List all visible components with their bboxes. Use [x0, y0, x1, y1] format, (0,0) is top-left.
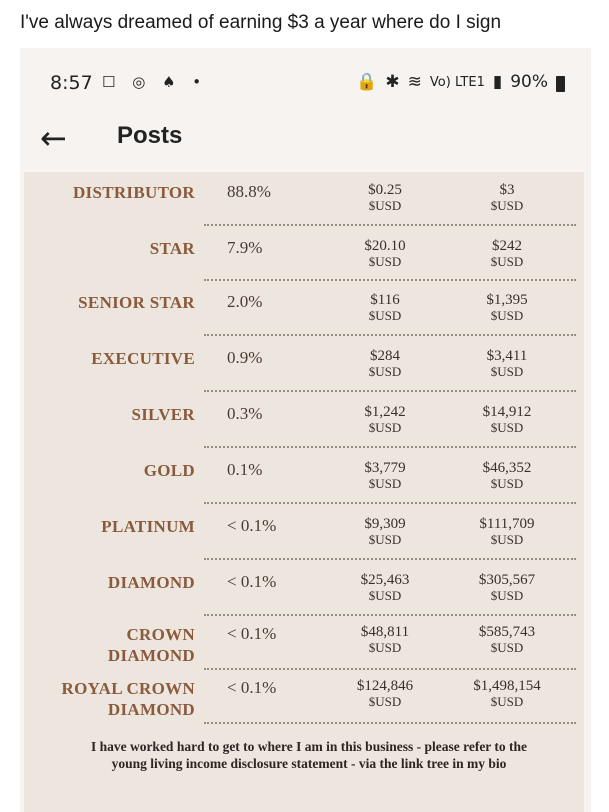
monthly-income-cell — [330, 678, 440, 710]
post-caption: I've always dreamed of earning $3 a year where do I sign — [20, 12, 502, 33]
row-divider — [204, 722, 576, 724]
annual-income-unit: $USD — [490, 640, 524, 655]
table-row — [24, 572, 584, 628]
monthly-income-unit: $USD — [368, 640, 402, 655]
monthly-income-cell — [330, 182, 440, 214]
annual-income-unit: $USD — [490, 532, 524, 547]
rank-percentage: < 0.1% — [227, 572, 277, 591]
monthly-income-unit: $USD — [368, 420, 402, 435]
rank-percentage: < 0.1% — [227, 678, 277, 697]
monthly-income-unit: $USD — [368, 198, 402, 213]
monthly-income-value: $20.10 — [364, 238, 406, 254]
annual-income-cell — [452, 182, 562, 214]
annual-income-cell — [452, 460, 562, 492]
annual-income-unit: $USD — [490, 420, 524, 435]
rank-name: SENIOR STAR — [78, 293, 195, 312]
annual-income-cell — [452, 238, 562, 270]
rank-name: CROWN DIAMOND — [107, 625, 195, 665]
monthly-income-unit: $USD — [368, 476, 402, 491]
battery-percent: 90% — [510, 72, 548, 92]
annual-income-value: $46,352 — [482, 460, 532, 476]
annual-income-cell — [452, 678, 562, 710]
annual-income-unit: $USD — [490, 694, 524, 709]
annual-income-cell — [452, 292, 562, 324]
monthly-income-cell — [330, 624, 440, 656]
row-divider — [204, 502, 576, 504]
annual-income-value: $3,411 — [486, 348, 528, 364]
status-right — [356, 72, 565, 92]
monthly-income-value: $48,811 — [360, 624, 410, 640]
monthly-income-unit: $USD — [368, 532, 402, 547]
monthly-income-value: $284 — [370, 348, 400, 364]
row-divider — [204, 558, 576, 560]
rank-name: ROYAL CROWN DIAMOND — [61, 679, 195, 719]
rank-percentage: 2.0% — [227, 292, 263, 311]
notification-icons: ☐ ◎ ♠ • — [102, 73, 208, 91]
rank-percentage: 0.1% — [227, 460, 263, 479]
annual-income-value: $585,743 — [478, 624, 536, 640]
phone-screenshot — [20, 48, 591, 812]
monthly-income-value: $124,846 — [356, 678, 414, 694]
row-divider — [204, 668, 576, 670]
row-divider — [204, 390, 576, 392]
annual-income-unit: $USD — [490, 308, 524, 323]
rank-name: DIAMOND — [107, 573, 195, 592]
annual-income-value: $3 — [499, 182, 515, 198]
rank-percentage: 88.8% — [227, 182, 271, 201]
lock-icon: 🔒 — [356, 72, 378, 92]
row-divider — [204, 224, 576, 226]
annual-income-value: $1,395 — [486, 292, 528, 308]
app-bar — [20, 118, 591, 172]
network-label: Vo) LTE1 — [429, 74, 485, 90]
monthly-income-value: $116 — [370, 292, 400, 308]
monthly-income-cell — [330, 404, 440, 436]
annual-income-cell — [452, 624, 562, 656]
rank-name: STAR — [149, 239, 195, 258]
monthly-income-cell — [330, 292, 440, 324]
monthly-income-value: $25,463 — [360, 572, 410, 588]
table-row — [24, 348, 584, 404]
rank-percentage: < 0.1% — [227, 624, 277, 643]
annual-income-unit: $USD — [490, 476, 524, 491]
page-title: Posts — [117, 122, 183, 149]
table-row — [24, 624, 584, 680]
table-row — [24, 460, 584, 516]
back-arrow-icon[interactable]: ← — [40, 119, 67, 157]
signal-icon: ▮ — [492, 72, 503, 92]
battery-icon — [556, 76, 565, 92]
rank-percentage: < 0.1% — [227, 516, 277, 535]
table-row — [24, 182, 584, 238]
table-row — [24, 292, 584, 348]
annual-income-value: $305,567 — [478, 572, 536, 588]
monthly-income-value: $3,779 — [364, 460, 406, 476]
rank-name: DISTRIBUTOR — [72, 183, 195, 202]
rank-name: SILVER — [131, 405, 195, 424]
monthly-income-value: $9,309 — [364, 516, 406, 532]
row-divider — [204, 279, 576, 281]
disclaimer-text: I have worked hard to get to where I am in this business - please refer to the young living income disclosure statement - via the link tree in my bio — [90, 739, 528, 771]
annual-income-cell — [452, 404, 562, 436]
status-time: 8:57 — [50, 72, 93, 94]
annual-income-value: $242 — [492, 238, 522, 254]
annual-income-unit: $USD — [490, 254, 524, 269]
annual-income-unit: $USD — [490, 588, 524, 603]
wifi-icon: ≋ — [407, 72, 422, 92]
monthly-income-cell — [330, 572, 440, 604]
monthly-income-unit: $USD — [368, 308, 402, 323]
annual-income-value: $14,912 — [482, 404, 532, 420]
rank-name: EXECUTIVE — [91, 349, 195, 368]
bluetooth-icon: ✱ — [385, 72, 400, 92]
monthly-income-value: $0.25 — [368, 182, 402, 198]
annual-income-unit: $USD — [490, 364, 524, 379]
rank-percentage: 0.9% — [227, 348, 263, 367]
annual-income-cell — [452, 348, 562, 380]
monthly-income-cell — [330, 348, 440, 380]
table-row — [24, 678, 584, 734]
monthly-income-unit: $USD — [368, 254, 402, 269]
monthly-income-cell — [330, 516, 440, 548]
annual-income-cell — [452, 572, 562, 604]
table-row — [24, 238, 584, 294]
monthly-income-unit: $USD — [368, 588, 402, 603]
monthly-income-cell — [330, 238, 440, 270]
monthly-income-unit: $USD — [368, 694, 402, 709]
table-row — [24, 516, 584, 572]
table-row — [24, 404, 584, 460]
rank-name: PLATINUM — [101, 517, 195, 536]
rank-name: GOLD — [143, 461, 195, 480]
rank-percentage: 7.9% — [227, 238, 263, 257]
annual-income-value: $1,498,154 — [473, 678, 541, 694]
row-divider — [204, 446, 576, 448]
monthly-income-value: $1,242 — [364, 404, 406, 420]
income-table — [24, 172, 584, 812]
annual-income-unit: $USD — [490, 198, 524, 213]
annual-income-value: $111,709 — [479, 516, 535, 532]
status-bar — [20, 48, 591, 118]
row-divider — [204, 614, 576, 616]
annual-income-cell — [452, 516, 562, 548]
monthly-income-unit: $USD — [368, 364, 402, 379]
monthly-income-cell — [330, 460, 440, 492]
row-divider — [204, 334, 576, 336]
rank-percentage: 0.3% — [227, 404, 263, 423]
